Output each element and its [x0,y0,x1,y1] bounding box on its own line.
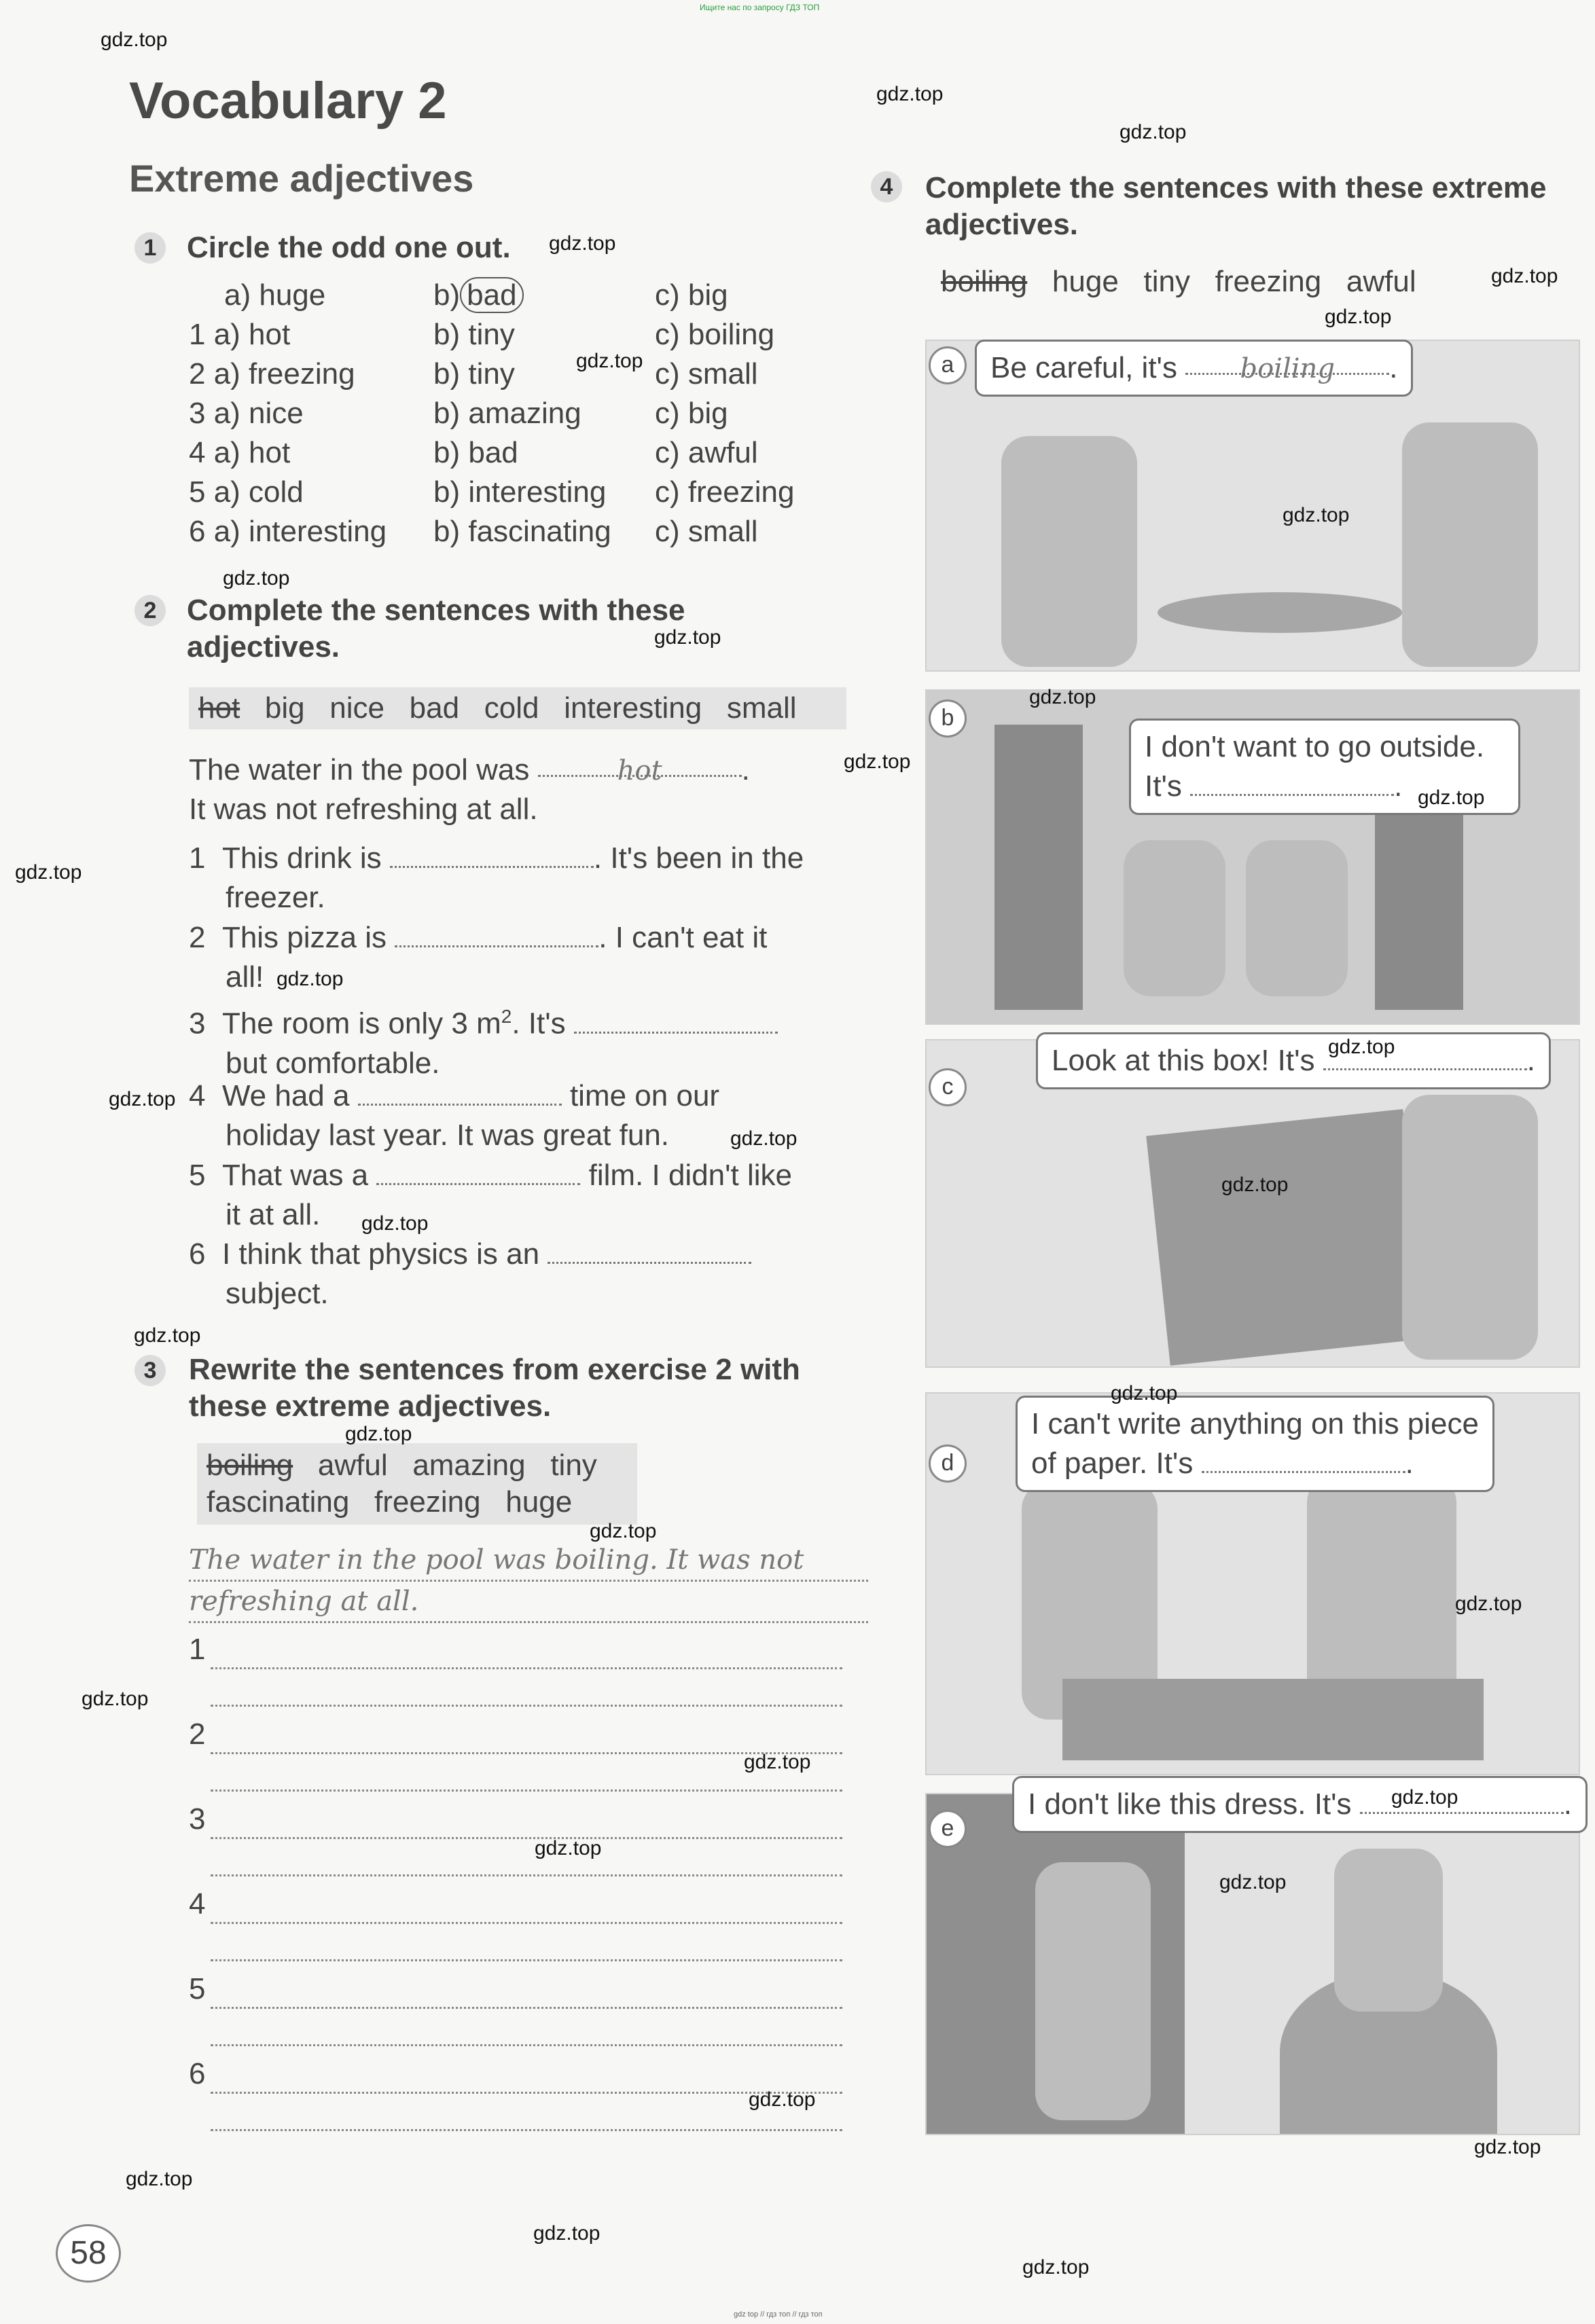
ex1-row-c: c) boiling [655,318,775,351]
word-box-word: cold [484,691,539,725]
item-text: . It's [512,1006,566,1040]
watermark: gdz.top [744,1751,811,1773]
item-text: time on our [569,1079,720,1112]
watermark: gdz.top [345,1423,412,1445]
item-text: We had a [221,1079,350,1112]
word-box-word: huge [505,1485,573,1519]
item-text-line2: but comfortable. [226,1046,440,1080]
picture-letter-b: b [929,700,967,738]
page-title: Vocabulary 2 [129,72,447,130]
exercise-2-instruction-line2: adjectives. [187,630,340,664]
ex1-example-c: c) big [655,278,728,312]
bubble-text: Look at this box! It's [1052,1044,1315,1077]
exercise-4-word-list [941,265,1416,299]
writing-line[interactable] [211,1667,842,1669]
watermark: gdz.top [1283,504,1350,526]
watermark: gdz.top [1328,1036,1395,1058]
ex1-row-c: c) freezing [655,475,795,509]
writing-line[interactable] [211,2129,842,2131]
answer-blank[interactable] [548,1237,751,1264]
watermark: gdz.top [1022,2256,1090,2278]
bubble-text-line1: I can't write anything on this piece [1031,1407,1479,1440]
word-list-word: freezing [1215,265,1322,298]
boy-figure [1402,1095,1538,1360]
word-list-word: awful [1346,265,1416,298]
exercise-4-instruction-line1: Complete the sentences with these extreme [925,171,1547,204]
answer-blank[interactable] [1202,1447,1405,1473]
item-number: 4 [189,1079,206,1112]
answer-blank[interactable] [1360,1787,1564,1814]
watermark: gdz.top [134,1324,201,1347]
ex1-row-b: b) amazing [433,397,581,430]
item-text: This pizza is [221,921,387,954]
watermark: gdz.top [876,83,944,105]
exercise-2-instruction [187,592,685,666]
exercise-3-instruction [189,1351,800,1425]
answer-blank[interactable] [390,841,594,868]
watermark: gdz.top [1029,686,1096,708]
exercise-1-number: 1 [135,232,166,264]
ex1-row-c: c) awful [655,436,758,469]
word-list-word: tiny [1143,265,1190,298]
answer-blank[interactable] [376,1159,580,1185]
watermark: gdz.top [576,350,643,372]
item-text-line2: freezer. [226,881,325,914]
girl-figure [1246,840,1348,996]
word-box-word: small [726,691,797,725]
illustration-e [925,1793,1580,2135]
watermark: gdz.top [1391,1786,1458,1809]
writing-line-number: 4 [189,1887,206,1921]
watermark: gdz.top [82,1688,149,1710]
boy-figure [1001,436,1137,667]
exercise-3-example-line1: The water in the pool was boiling. It was not [189,1540,868,1582]
exercise-3-instruction-line1: Rewrite the sentences from exercise 2 with [189,1353,800,1386]
bubble-end: . [1394,769,1403,803]
gift-box [1146,1109,1427,1366]
exercise-4-number: 4 [871,171,902,202]
exercise-4-instruction [925,170,1547,243]
picture-letter-a: a [929,346,967,384]
writing-line[interactable] [211,2044,842,2046]
word-box-word: big [264,691,305,725]
exercise-3-example-line2: refreshing at all. [189,1582,868,1623]
bubble-end: . [1389,351,1398,384]
item-text: . It's been in the [593,841,804,875]
writing-line-number: 6 [189,2057,206,2090]
writing-line-number: 2 [189,1718,206,1751]
item-text: That was a [221,1159,369,1192]
speech-bubble-e [1012,1776,1588,1833]
watermark: gdz.top [361,1212,429,1235]
answer-blank [1185,348,1389,384]
bubble-text: Be careful, it's [990,351,1177,384]
exercise-3-number: 3 [135,1355,166,1386]
item-text: I think that physics is an [221,1237,540,1271]
writing-line[interactable] [211,1874,842,1876]
ex1-row-a: 3 a) nice [189,397,304,430]
answer-blank[interactable] [395,921,598,947]
superscript: 2 [501,1006,512,1027]
item-number: 2 [189,921,206,954]
exercise-2-example-text: The water in the pool was [189,753,530,786]
exercise-2-item [189,1156,841,1235]
girl-figure [1402,422,1538,667]
watermark: gdz.top [15,861,82,884]
left-shutter [994,725,1083,1010]
word-box-word: awful [317,1449,388,1482]
bubble-end: . [1526,1044,1535,1077]
item-text: This drink is [221,841,382,875]
watermark: gdz.top [1491,265,1558,287]
answer-blank[interactable] [1190,769,1394,796]
item-text: The room is only 3 m [221,1006,501,1040]
bubble-end: . [1563,1787,1573,1821]
writing-line[interactable] [211,1837,842,1839]
watermark: gdz.top [590,1520,657,1542]
writing-line[interactable] [211,2007,842,2009]
item-number: 6 [189,1237,206,1271]
ex1-row-a: 1 a) hot [189,318,291,351]
ex1-example-b-prefix: b) [433,278,461,312]
speech-bubble-a [975,340,1413,397]
exercise-2-example-line1: The water in the pool was hot . [189,750,800,790]
exercise-1-instruction: Circle the odd one out. [187,231,511,264]
watermark: gdz.top [1455,1593,1522,1615]
watermark: gdz.top [1111,1382,1178,1404]
item-text-line2: subject. [226,1277,329,1310]
item-text: . I can't eat it [598,921,768,954]
page-number: 58 [56,2224,121,2283]
girl-figure [1334,1849,1443,2012]
watermark: gdz.top [1221,1174,1289,1196]
watermark: gdz.top [533,2222,601,2245]
ex1-row-b: b) interesting [433,475,607,509]
ex1-example-circled-answer: bad [460,277,523,313]
watermark: gdz.top [1418,786,1485,809]
speech-bubble-d [1016,1396,1494,1492]
word-box-word: tiny [550,1449,597,1482]
word-box-word: amazing [412,1449,526,1482]
watermark: gdz.top [1325,306,1392,328]
watermark: gdz.top [1474,2136,1541,2158]
bubble-end: . [1405,1447,1414,1480]
watermark: gdz.top [749,2088,816,2111]
ex1-row-b: b) bad [433,436,518,469]
writing-line-number: 1 [189,1633,206,1666]
exercise-2-example-answer: hot [617,755,662,786]
item-text-line2: it at all. [226,1198,321,1231]
watermark: gdz.top [126,2168,193,2190]
writing-line[interactable] [211,1922,842,1924]
exercise-2-instruction-line1: Complete the sentences with these [187,594,685,627]
exercise-2-number: 2 [135,595,166,626]
footer-note: gdz top // гдз топ // гдз топ [734,2310,823,2319]
exercise-4-instruction-line2: adjectives. [925,208,1079,241]
girl-figure [1124,840,1225,996]
watermark: gdz.top [101,29,168,51]
header-note: Ищите нас по запросу ГДЗ ТОП [700,3,820,12]
writing-line-number: 5 [189,1972,206,2005]
exercise-2-example-answer-blank [538,750,742,786]
ex1-row-c: c) small [655,515,758,548]
watermark: gdz.top [730,1127,798,1150]
word-box-word: interesting [564,691,702,725]
exercise-3-instruction-line2: these extreme adjectives. [189,1390,552,1423]
exercise-2-example [189,750,800,829]
item-text-line2: all! [226,960,264,994]
bubble-text: I don't like this dress. It's [1028,1787,1352,1821]
ex1-example-b [433,278,524,312]
watermark: gdz.top [109,1088,176,1110]
watermark: gdz.top [844,750,911,773]
picture-letter-c: c [929,1068,967,1106]
watermark: gdz.top [535,1837,602,1859]
word-box-word: bad [409,691,460,725]
ex1-row-c: c) big [655,397,728,430]
item-text-line2: holiday last year. It was great fun. [226,1119,670,1152]
page-subtitle: Extreme adjectives [129,157,474,200]
picture-letter-e: e [929,1810,967,1848]
word-box-word: fascinating [207,1485,350,1519]
watermark: gdz.top [1219,1871,1287,1893]
word-box-word: hot [198,691,240,725]
picture-letter-d: d [929,1445,967,1483]
writing-line-number: 3 [189,1802,206,1836]
bubble-text-line2: of paper. It's [1031,1447,1194,1480]
example-answer: boiling [1240,353,1335,384]
item-number: 5 [189,1159,206,1192]
ex1-row-a: 6 a) interesting [189,515,387,548]
ex1-row-a: 4 a) hot [189,436,291,469]
writing-line[interactable] [211,2092,842,2094]
girl-figure [1035,1862,1151,2120]
watermark: gdz.top [223,567,290,589]
watermark: gdz.top [276,968,344,990]
word-box-word: nice [329,691,384,725]
ex1-row-a: 2 a) freezing [189,357,355,391]
exercise-2-item [189,997,841,1083]
desk [1062,1679,1484,1760]
exercise-3-example [189,1540,868,1623]
exercise-2-item [189,839,841,918]
writing-line[interactable] [211,1790,842,1792]
bubble-text-line1: I don't want to go outside. [1145,730,1485,763]
watermark: gdz.top [654,626,721,649]
watermark: gdz.top [1119,121,1187,143]
writing-line[interactable] [211,1959,842,1961]
exercise-2-word-box [189,687,846,729]
word-list-word: huge [1052,265,1119,298]
exercise-2-example-line2: It was not refreshing at all. [189,793,538,826]
item-number: 3 [189,1006,206,1040]
ex1-example-a: a) huge [224,278,326,312]
exercise-3-word-box [197,1443,637,1525]
ex1-row-b: b) tiny [433,318,515,351]
table [1158,592,1402,633]
ex1-row-b: b) tiny [433,357,515,391]
ex1-row-b: b) fascinating [433,515,611,548]
writing-line[interactable] [211,1705,842,1707]
bubble-text-line2: It's [1145,769,1182,803]
word-list-word: boiling [941,265,1028,298]
speech-bubble-c [1036,1032,1551,1089]
answer-blank[interactable] [358,1079,562,1106]
word-box-word: freezing [374,1485,481,1519]
item-text: film. I didn't like [588,1159,793,1192]
word-box-word: boiling [207,1449,293,1482]
ex1-row-c: c) small [655,357,758,391]
exercise-2-item [189,1235,841,1313]
watermark: gdz.top [549,232,616,255]
answer-blank[interactable] [574,1007,778,1034]
ex1-row-a: 5 a) cold [189,475,304,509]
item-number: 1 [189,841,206,875]
